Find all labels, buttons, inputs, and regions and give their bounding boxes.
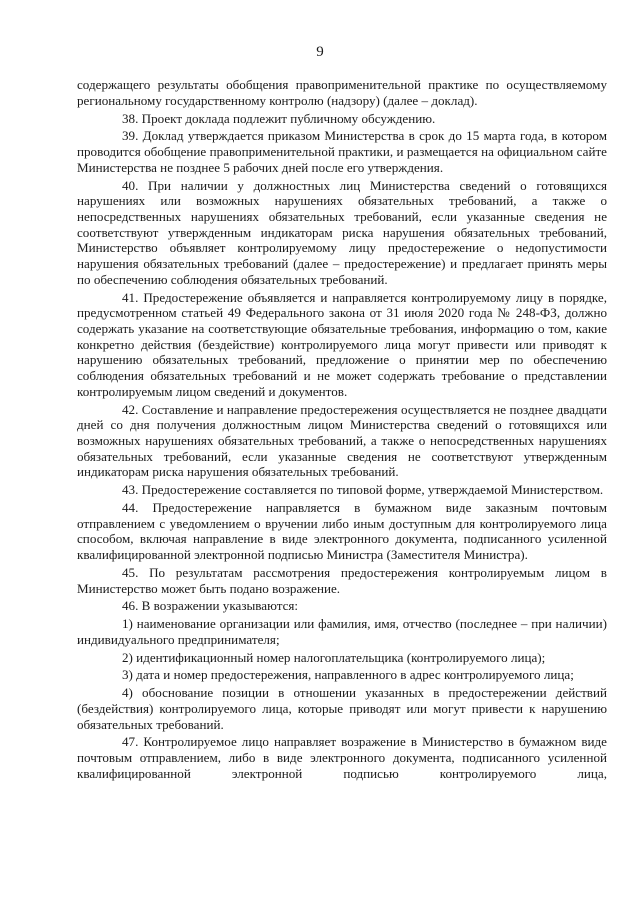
paragraph-40: 40. При наличии у должностных лиц Министерства сведений о готовящихся нарушениях или возможных нарушениях обязательных требований, а также о непосредственных нарушениях обязательных требований, если указанные сведения не соответствуют утвержденным индикаторам риска нарушения обязательных требований, Министерство объявляет контролируемому лицу предостережение о недопустимости нарушения обязательных требований (далее – предостережение) и предлагает принять меры по обеспечению соблюдения обязательных требований. (77, 177, 607, 287)
paragraph-42: 42. Составление и направление предостережения осуществляется не позднее двадцати дней со дня получения должностным лицом Министерства сведений о готовящихся или возможных нарушениях обязательных требований, а также о непосредственных нарушениях обязательных требований, если указанные сведения не соответствуют утвержденным индикаторам риска нарушения обязательных требований. (77, 401, 607, 480)
paragraph-47: 47. Контролируемое лицо направляет возражение в Министерство в бумажном виде почтовым отправлением, либо в виде электронного документа, подписанного усиленной квалифицированной электронной подписью контролируемого лица, (77, 734, 607, 781)
paragraph-39: 39. Доклад утверждается приказом Министерства в срок до 15 марта года, в котором проводится обобщение правоприменительной практики, и размещается на официальном сайте Министерства не позднее 5 рабочих дней после его утверждения. (77, 128, 607, 175)
document-body (77, 77, 607, 784)
list-item-46-1: 1) наименование организации или фамилия, имя, отчество (последнее – при наличии) индивидуального предпринимателя; (77, 616, 607, 647)
paragraph-46: 46. В возражении указываются: (122, 598, 299, 614)
paragraph-45: 45. По результатам рассмотрения предостережения контролируемым лицом в Министерство может быть подано возражение. (77, 564, 607, 596)
paragraph-38: 38. Проект доклада подлежит публичному обсуждению. (122, 110, 436, 126)
list-item-46-2: 2) идентификационный номер налогоплательщика (контролируемого лица); (122, 649, 546, 665)
list-item-46-3: 3) дата и номер предостережения, направленного в адрес контролируемого лица; (122, 667, 574, 683)
list-item-46-4: 4) обоснование позиции в отношении указанных в предостережении действий (бездействия) контролируемого лица, которые приводят или могут привести к нарушению обязательных требований. (77, 685, 607, 732)
page-number: 9 (316, 44, 324, 60)
paragraph-41: 41. Предостережение объявляется и направляется контролируемому лицу в порядке, предусмотренном статьей 49 Федерального закона от 31 июля 2020 года № 248-ФЗ, должно содержать указание на соответствующие обязательные требования, информацию о том, какие конкретно действия (бездействие) контролируемого лица могут привести или приводят к нарушению обязательных требований, предложение о принятии мер по обеспечению соблюдения обязательных требований и не может содержать требование о представлении контролируемым лицом сведений и документов. (77, 289, 607, 399)
paragraph-43: 43. Предостережение составляется по типовой форме, утверждаемой Министерством. (122, 482, 604, 498)
paragraph-44: 44. Предостережение направляется в бумажном виде заказным почтовым отправлением с уведомлением о вручении либо иным доступным для контролируемого лица способом, включая направление в виде электронного документа, подписанного усиленной квалифицированной электронной подписью Министра (Заместителя Министра). (77, 499, 607, 563)
paragraph-intro: содержащего результаты обобщения правоприменительной практике по осуществляемому региональному государственному контролю (надзору) (далее – доклад). (77, 77, 607, 108)
